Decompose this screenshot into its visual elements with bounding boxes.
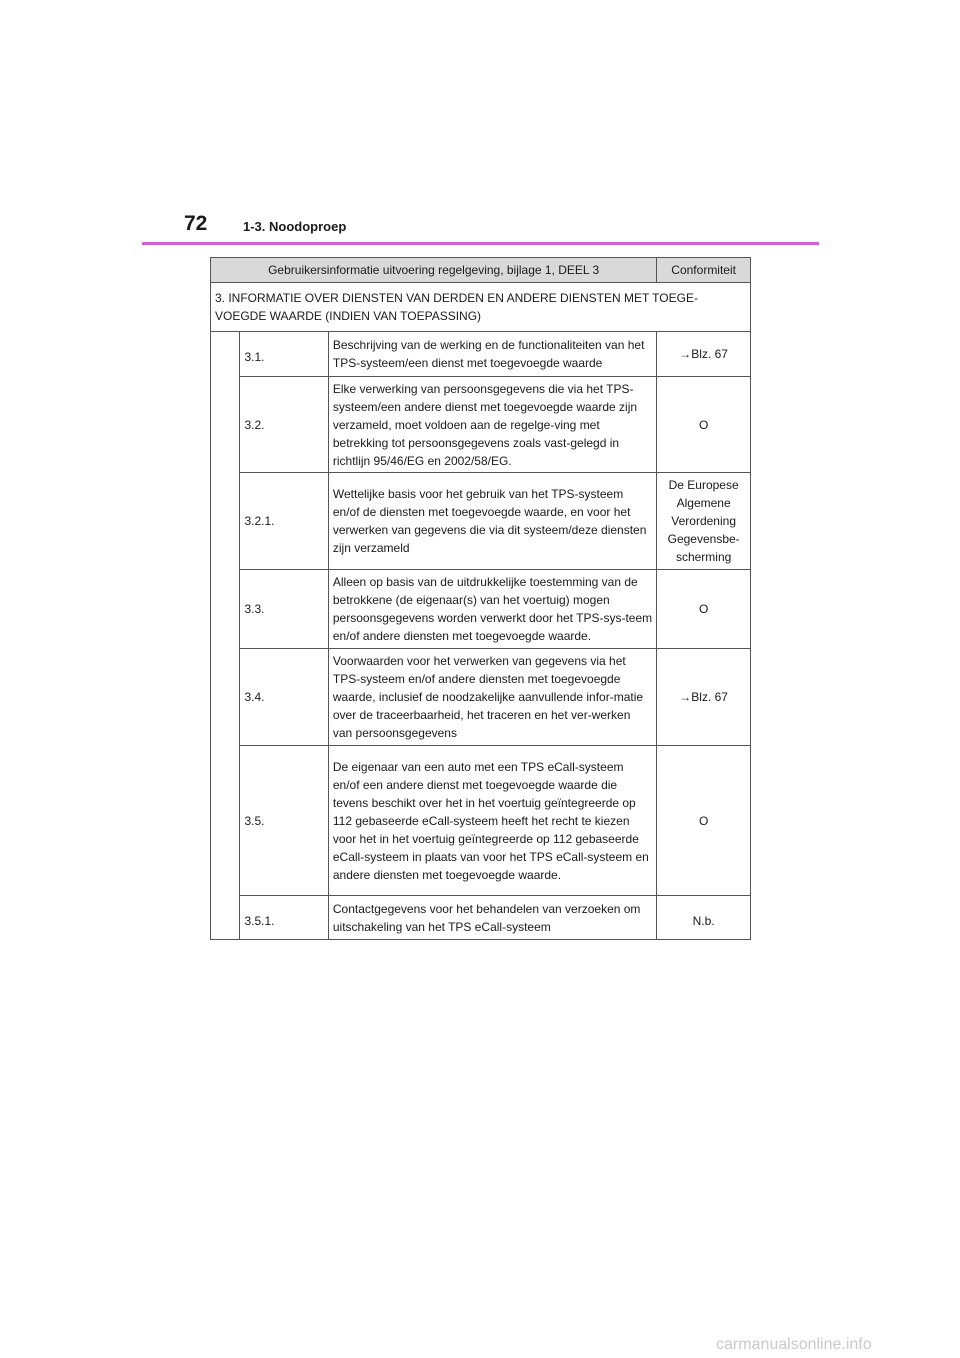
table-row	[211, 332, 751, 377]
indent-cell	[211, 332, 240, 940]
row-description: Wettelijke basis voor het gebruik van het TPS-systeem en/of de diensten met toegevoegde waarde, en voor het verwerken van gegevens die via dit systeem/deze diensten zijn verzameld	[328, 473, 656, 570]
row-number: 3.5.	[240, 746, 328, 896]
table-header-row	[211, 258, 751, 283]
row-conformity: N.b.	[657, 896, 751, 940]
table-row	[211, 896, 751, 940]
column-header-conformity: Conformiteit	[657, 258, 751, 283]
row-description: Elke verwerking van persoonsgegevens die via het TPS-systeem/een andere dienst met toegevoegde waarde zijn verzameld, moet voldoen aan de regelge-ving met betrekking tot persoonsgegevens zoals vast-gelegd in richtlijn 95/46/EG en 2002/58/EG.	[328, 377, 656, 473]
row-number: 3.4.	[240, 649, 328, 746]
table-row	[211, 473, 751, 570]
section-title: 1-3. Noodoproep	[243, 219, 347, 234]
watermark: carmanualsonline.info	[716, 1336, 872, 1353]
row-conformity: De Europese Algemene Verordening Gegevensbe-scherming	[657, 473, 751, 570]
row-conformity: O	[657, 570, 751, 649]
row-number: 3.1.	[240, 332, 328, 377]
header-divider	[142, 242, 819, 245]
table-row	[211, 377, 751, 473]
row-description: Alleen op basis van de uitdrukkelijke toestemming van de betrokkene (de eigenaar(s) van het voertuig) mogen persoonsgegevens worden verwerkt door het TPS-sys-teem en/of andere diensten met toegevoegde waarde.	[328, 570, 656, 649]
conformity-table	[210, 257, 751, 940]
row-description: De eigenaar van een auto met een TPS eCall-systeem en/of een andere dienst met toegevoegde waarde die tevens beschikt over het in het voertuig geïntegreerde op 112 gebaseerde eCall-systeem heeft het recht te kiezen voor het in het voertuig geïntegreerde op 112 gebaseerde eCall-systeem in plaats van voor het TPS eCall-systeem en andere diensten met toegevoegde waarde.	[328, 746, 656, 896]
column-header-info: Gebruikersinformatie uitvoering regelgeving, bijlage 1, DEEL 3	[211, 258, 657, 283]
row-number: 3.3.	[240, 570, 328, 649]
section-heading-row	[211, 283, 751, 332]
row-description: Contactgegevens voor het behandelen van verzoeken om uitschakeling van het TPS eCall-systeem	[328, 896, 656, 940]
section-heading: 3. INFORMATIE OVER DIENSTEN VAN DERDEN EN ANDERE DIENSTEN MET TOEGE-VOEGDE WAARDE (INDIEN VAN TOEPASSING)	[211, 283, 751, 332]
page-number: 72	[184, 212, 208, 235]
table-row	[211, 570, 751, 649]
table-row	[211, 746, 751, 896]
row-description: Voorwaarden voor het verwerken van gegevens via het TPS-systeem en/of andere diensten met toegevoegde waarde, inclusief de noodzakelijke aanvullende infor-matie over de traceerbaarheid, het traceren en het ver-werken van persoonsgegevens	[328, 649, 656, 746]
row-conformity: →Blz. 67	[657, 332, 751, 377]
row-number: 3.2.	[240, 377, 328, 473]
row-description: Beschrijving van de werking en de functionaliteiten van het TPS-systeem/een dienst met toegevoegde waarde	[328, 332, 656, 377]
row-number: 3.5.1.	[240, 896, 328, 940]
table-row	[211, 649, 751, 746]
row-conformity: O	[657, 746, 751, 896]
row-conformity: O	[657, 377, 751, 473]
row-number: 3.2.1.	[240, 473, 328, 570]
row-conformity: →Blz. 67	[657, 649, 751, 746]
